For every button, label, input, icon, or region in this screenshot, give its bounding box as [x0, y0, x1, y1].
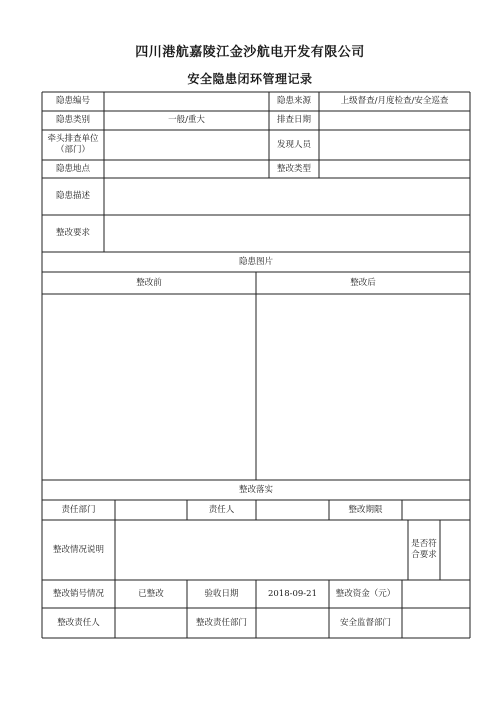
deadline-label: 整改期限 [348, 504, 383, 515]
accept-date-label: 验收日期 [204, 588, 239, 599]
resp-dept2-label: 整改责任部门 [195, 617, 247, 628]
desc-field[interactable] [104, 178, 470, 215]
safety-dept-label: 安全监督部门 [339, 617, 391, 628]
closeout-value[interactable]: 已整改 [138, 588, 164, 599]
finder-label: 发现人员 [276, 139, 311, 150]
resp-person-field[interactable] [256, 500, 329, 520]
resp-dept-field[interactable] [115, 500, 187, 520]
hazard-type-label: 隐患类别 [55, 115, 90, 126]
before-picture-area[interactable] [42, 294, 256, 480]
compliant-label: 是否符合要求 [411, 539, 437, 560]
hazard-no-field[interactable] [104, 92, 269, 111]
accept-date-value[interactable]: 2018-09-21 [267, 588, 317, 599]
resp-dept2-field[interactable] [256, 608, 329, 638]
funds-label: 整改资金（元） [335, 588, 396, 599]
company-name: 四川港航嘉陵江金沙航电开发有限公司 [135, 45, 365, 60]
status-desc-label: 整改情况说明 [52, 544, 104, 555]
after-picture-area[interactable] [256, 294, 470, 480]
hazard-no-label: 隐患编号 [55, 96, 90, 107]
deadline-field[interactable] [402, 500, 470, 520]
desc-label: 隐患描述 [55, 191, 90, 202]
pictures-section-header: 隐患图片 [238, 256, 273, 267]
req-field[interactable] [104, 215, 470, 252]
hazard-source-label: 隐患来源 [276, 96, 311, 107]
req-label: 整改要求 [55, 228, 90, 239]
resp-person2-field[interactable] [115, 608, 187, 638]
status-desc-field[interactable] [115, 520, 408, 580]
hazard-type-value[interactable]: 一般/重大 [168, 115, 205, 126]
lead-unit-label: 牵头排查单位（部门） [47, 134, 99, 155]
rect-type-field[interactable] [319, 160, 470, 178]
form-title: 安全隐患闭环管理记录 [187, 72, 313, 86]
funds-field[interactable] [402, 580, 470, 608]
check-date-field[interactable] [319, 111, 470, 130]
closeout-label: 整改销号情况 [52, 588, 104, 599]
location-field[interactable] [104, 160, 269, 178]
rect-type-label: 整改类型 [276, 163, 311, 174]
resp-dept-label: 责任部门 [61, 504, 96, 515]
resp-person2-label: 整改责任人 [57, 617, 100, 628]
check-date-label: 排查日期 [276, 115, 311, 126]
hazard-source-value[interactable]: 上级督查/月度检查/安全巡查 [340, 96, 449, 107]
implementation-section-header: 整改落实 [238, 484, 273, 495]
safety-dept-field[interactable] [402, 608, 470, 638]
resp-person-label: 责任人 [208, 504, 235, 515]
compliant-field[interactable] [440, 520, 470, 580]
location-label: 隐患地点 [55, 163, 90, 174]
finder-field[interactable] [319, 130, 470, 160]
lead-unit-field[interactable] [104, 130, 269, 160]
after-picture-label: 整改后 [350, 277, 376, 288]
before-picture-label: 整改前 [136, 277, 162, 288]
